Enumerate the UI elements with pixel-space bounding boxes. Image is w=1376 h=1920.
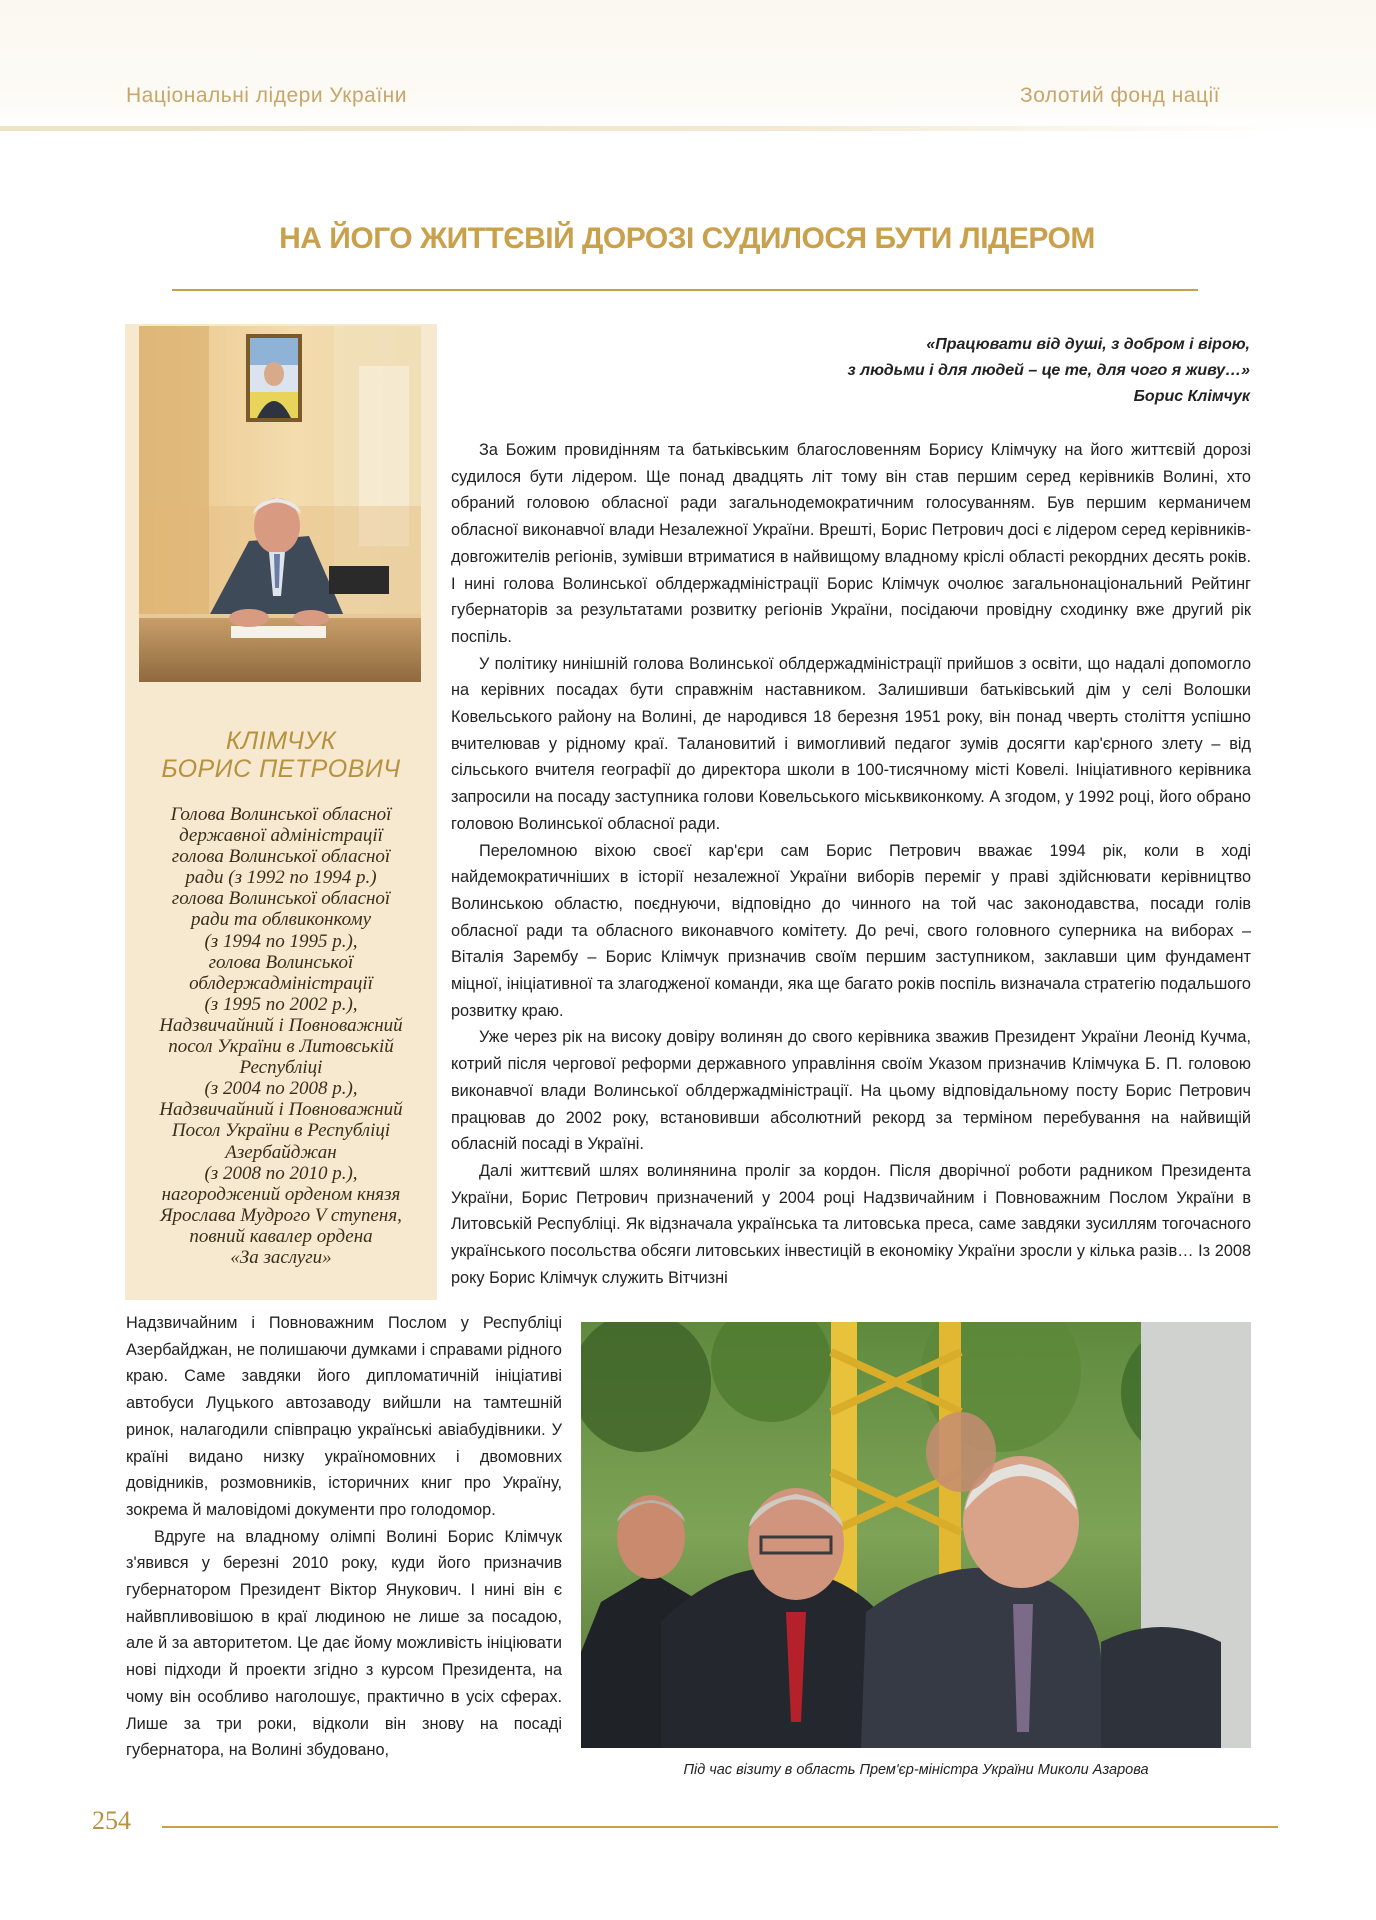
- profile-given-names: БОРИС ПЕТРОВИЧ: [161, 755, 401, 783]
- paragraph: За Божим провидінням та батьківським благословенням Борису Клімчуку на його життєвій дорозі судилося бути лідером. Ще понад двадцять літ тому він став першим серед керівників Волині, хто обраний головою обласної ради загальнодемократичним голосуванням. Був першим керманичем обласної виконавчої влади Незалежної України. Врешті, Борис Петрович досі є лідером серед керівників-довгожителів регіонів, зумівши втриматися в найвищому владному кріслі області рекордних десять років. І нині голова Волинської облдержадміністрації Борис Клімчук очолює загальнонаціональний Рейтинг губернаторів за результатами розвитку регіонів України, посідаючи провідну сходинку вже другий рік поспіль.: [451, 441, 1251, 646]
- photo-caption: Під час візиту в область Прем'єр-міністра України Миколи Азарова: [683, 1762, 1149, 1778]
- article-title: НА ЙОГО ЖИТТЄВІЙ ДОРОЗІ СУДИЛОСЯ БУТИ ЛІДЕРОМ: [279, 222, 1095, 255]
- lower-article-text: [126, 1310, 562, 1764]
- paragraph: Уже через рік на високу довіру волинян до свого керівника зважив Президент України Леонід Кучма, котрий після чергової реформи державного управління своїм Указом призначив Клімчука Б. П. головою виконавчої влади Волинської облдержадміністрації. На цьому відповідальному посту Борис Петрович працював до 2002 року, встановивши абсолютний рекорд за терміном перебування на найвищій обласній посаді в Україні.: [451, 1028, 1251, 1154]
- paragraph: Надзвичайним і Повноважним Послом у Республіці Азербайджан, не полишаючи думками і справами рідного краю. Саме завдяки його дипломатичній ініціативі автобуси Луцького автозаводу вийшли на тамтешній ринок, налагодили співпрацю українські авіабудівники. У країні видано низку україномовних і двомовних довідників, розмовників, історичних книг про Україну, зокрема й маловідомі документи про голодомор.: [126, 1314, 562, 1519]
- paragraph: Далі життєвий шлях волинянина проліг за кордон. Після дворічної роботи радником Президента України, Борис Петрович призначений у 2004 році Надзвичайним і Повноважним Послом України в Литовській Республіці. Як відзначала українська та литовська преса, саме завдяки зусиллям тогочасного українського посольства обсяги литовських інвестицій в економіку України зросли у кілька разів… Із 2008 року Борис Клімчук служить Вітчизні: [451, 1161, 1251, 1287]
- paragraph: У політику нинішній голова Волинської облдержадміністрації прийшов з освіти, що надалі допомогло на керівних посадах бути справжнім наставником. Залишивши батьківський дім у селі Волошки Ковельського району на Волині, де народився 18 березня 1951 року, він понад чверть століття успішно вчителював у рідному краї. Талановитий і вимогливий педагог зумів досягти кар'єрного злету – від сільського вчителя географії до директора школи в 100-тисячному місті Ковелі. Ініціативного керівника запросили на посаду заступника голови Ковельського міськвиконкому. А згодом, у 1992 році, його обрано головою Волинської обласної ради.: [451, 654, 1251, 833]
- profile-name: [125, 727, 437, 783]
- portrait-photo: [139, 326, 421, 682]
- paragraph: Переломною віхою своєї кар'єри сам Борис Петрович вважає 1994 рік, коли в ході найдемократичніших в історії незалежної України виборів переміг у праві здійснювати керівництво Волинською областю, поєднуючи, відповідно до чинного на той час законодавства, посади голів обласної ради та обласного виконавчого комітету. До речі, свого головного суперника на виборах – Віталія Зарембу – Борис Клімчук призначив своїм першим заступником, заклавши цим фундамент міцної, ініціативної та злагодженої команди, яка ще багато років поспіль визначала стратегію подальшого розвитку краю.: [451, 841, 1251, 1020]
- running-header: [0, 0, 1376, 130]
- epigraph-quote: [700, 332, 1250, 410]
- footer-rule: [162, 1826, 1278, 1828]
- epigraph-line: з людьми і для людей – це те, для чого я живу…»: [847, 362, 1250, 379]
- profile-surname: КЛІМЧУК: [225, 727, 337, 755]
- main-article-text: [451, 437, 1251, 1292]
- epigraph-line: «Працювати від душі, з добром і вірою,: [926, 336, 1250, 353]
- profile-sidebar: [125, 324, 437, 1300]
- page-number: 254: [92, 1806, 131, 1835]
- epigraph-author: Борис Клімчук: [1133, 388, 1250, 405]
- running-header-left: Національні лідери України: [126, 84, 407, 107]
- paragraph: Вдруге на владному олімпі Волині Борис Клімчук з'явився у березні 2010 року, куди його призначив губернатором Президент Віктор Янукович. І нині він є найвпливовішою в краї людиною не лише за посадою, але й за авторитетом. Це дає йому можливість ініціювати нові підходи й проекти згідно з курсом Президента, на чому він особливо наголошує, практично в усіх сферах. Лише за три роки, відколи він знову на посаді губернатора, на Волині збудовано,: [126, 1527, 562, 1760]
- visit-photo: [581, 1322, 1251, 1748]
- running-header-right: Золотий фонд нації: [1020, 84, 1220, 107]
- header-rule: [0, 126, 1290, 131]
- title-rule: [172, 289, 1198, 291]
- profile-bio: Голова Волинської обласної державної адміністрації голова Волинської обласної ради (з 1992 по 1994 р.) голова Волинської обласної ради та облвиконкому (з 1994 по 1995 р.), голова Волинської облдержадміністрації (з 1995 по 2002 р.), Надзвичайний і Повноважний посол України в Литовській Республіці (з 2004 по 2008 р.), Надзвичайний і Повноважний Посол України в Республіці Азербайджан (з 2008 по 2010 р.), нагороджений орденом князя Ярослава Мудрого V ступеня, повний кавалер ордена «За заслуги»: [159, 804, 403, 1268]
